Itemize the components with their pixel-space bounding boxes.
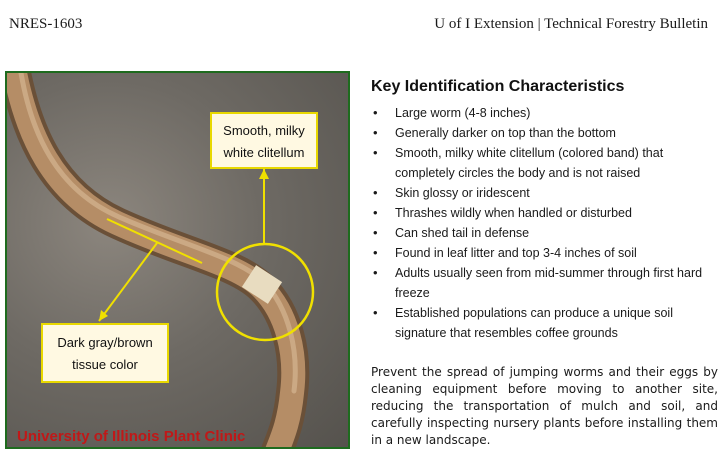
characteristics-heading: Key Identification Characteristics — [371, 78, 625, 95]
tissue-color-callout: Dark gray/brown tissue color — [41, 323, 169, 383]
worm-photo — [5, 71, 350, 449]
header-bulletin-number: NRES-1603 — [9, 16, 83, 32]
clitellum-callout: Smooth, milky white clitellum — [210, 112, 318, 169]
clitellum-band — [249, 276, 275, 293]
header-publication-title: U of I Extension | Technical Forestry Bulletin — [434, 16, 708, 32]
list-item: • Thrashes wildly when handled or disturbed — [371, 203, 716, 223]
list-item: • Generally darker on top than the bottom — [371, 123, 716, 143]
list-item: • Smooth, milky white clitellum (colored band) that completely circles the body and is not raised — [371, 143, 716, 183]
list-item: • Established populations can produce a unique soil signature that resembles coffee grounds — [371, 303, 716, 343]
characteristics-list — [371, 103, 716, 343]
list-item: • Adults usually seen from mid-summer through first hard freeze — [371, 263, 716, 303]
prevention-paragraph: Prevent the spread of jumping worms and their eggs by cleaning equipment before moving to another site, reducing the transportation of mulch and soil, and carefully inspecting nursery plants before installing them in a new landscape. — [371, 365, 718, 447]
photo-credit: University of Illinois Plant Clinic — [17, 428, 246, 445]
clitellum-pointer-arrow — [259, 169, 269, 179]
list-item: • Found in leaf litter and top 3-4 inches of soil — [371, 243, 716, 263]
list-item: • Skin glossy or iridescent — [371, 183, 716, 203]
list-item: • Large worm (4-8 inches) — [371, 103, 716, 123]
tissue-pointer-line — [99, 243, 157, 321]
list-item: • Can shed tail in defense — [371, 223, 716, 243]
